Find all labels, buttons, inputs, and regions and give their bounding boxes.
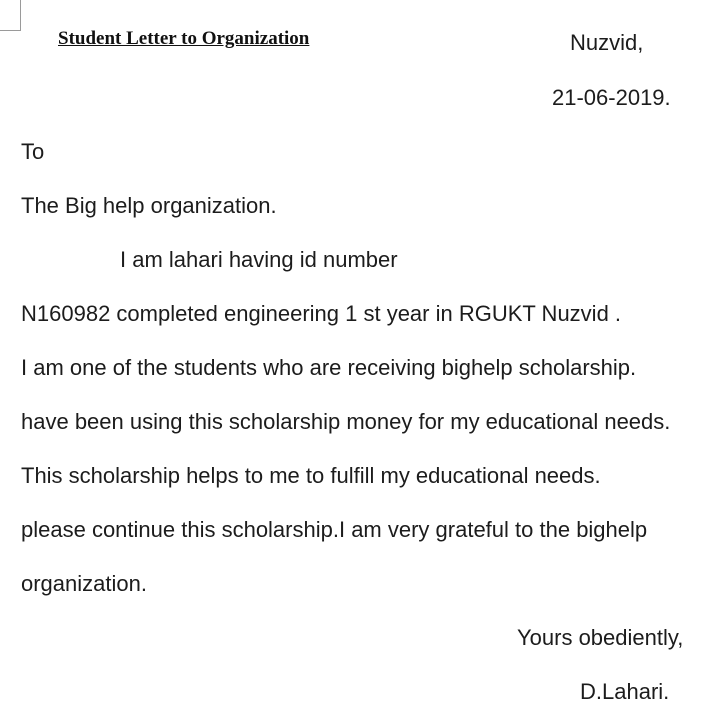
- body-line: please continue this scholarship.I am very grateful to the bighelp: [21, 517, 648, 542]
- closing-line: Yours obediently,: [517, 625, 684, 650]
- body-line: have been using this scholarship money for my educational needs.: [21, 409, 671, 434]
- letter-title: Student Letter to Organization: [58, 28, 310, 49]
- body-line: This scholarship helps to me to fulfill my educational needs.: [21, 463, 601, 488]
- salutation-to: To: [21, 139, 45, 164]
- body-line: organization.: [21, 571, 147, 596]
- recipient-line: The Big help organization.: [21, 193, 277, 218]
- letter-place: Nuzvid,: [570, 30, 644, 55]
- body-line: N160982 completed engineering 1 st year in RGUKT Nuzvid .: [21, 301, 622, 326]
- signature-line: D.Lahari.: [580, 679, 670, 704]
- body-line: I am lahari having id number: [120, 247, 398, 272]
- letter-date: 21-06-2019.: [552, 85, 671, 110]
- page-corner-marker: [0, 0, 21, 31]
- body-line: I am one of the students who are receiving bighelp scholarship.: [21, 355, 637, 380]
